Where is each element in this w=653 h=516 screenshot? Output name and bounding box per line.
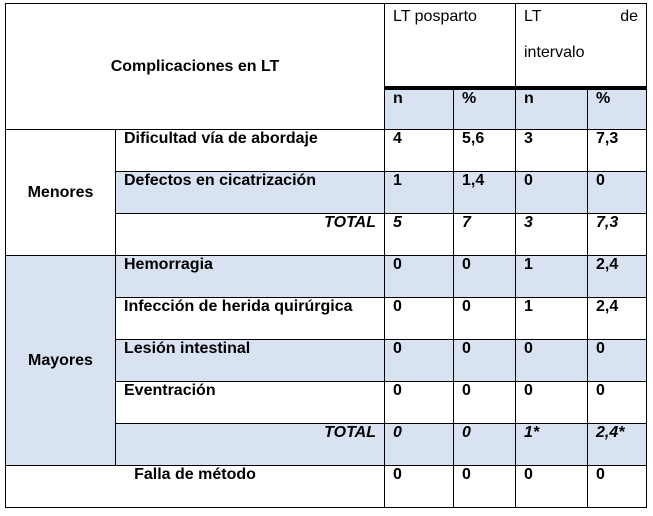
cell: 7,3 — [588, 130, 647, 172]
group-label-mayores: Mayores — [6, 256, 116, 466]
cell: 2,4 — [588, 256, 647, 298]
cell: 0 — [516, 340, 588, 382]
total-label: TOTAL — [116, 214, 385, 256]
subheader-pct1: % — [454, 88, 516, 130]
subheader-pct2: % — [588, 88, 647, 130]
row-label: Hemorragia — [116, 256, 385, 298]
cell: 0 — [588, 382, 647, 424]
cell: 0 — [385, 340, 454, 382]
cell: 3 — [516, 214, 588, 256]
cell: 0 — [588, 172, 647, 214]
row-label-falla: Falla de método — [6, 466, 385, 508]
cell: 0 — [385, 256, 454, 298]
row-label: Infección de herida quirúrgica — [116, 298, 385, 340]
cell: 1,4 — [454, 172, 516, 214]
cell: 0 — [516, 466, 588, 508]
cell: 0 — [454, 466, 516, 508]
cell: 1 — [385, 172, 454, 214]
cell: 0 — [385, 382, 454, 424]
cell: 0 — [588, 466, 647, 508]
cell: 2,4 — [588, 298, 647, 340]
cell: 0 — [454, 382, 516, 424]
complications-table — [5, 3, 647, 508]
table-row — [6, 130, 647, 172]
table-title: Complicaciones en LT — [6, 4, 385, 130]
table-row — [6, 466, 647, 508]
header-lt-intervalo: LT de intervalo — [516, 4, 647, 88]
total-label: TOTAL — [116, 424, 385, 466]
cell: 3 — [516, 130, 588, 172]
header-row — [6, 4, 647, 88]
row-label: Defectos en cicatrización — [116, 172, 385, 214]
cell: 0 — [588, 340, 647, 382]
cell: 5 — [385, 214, 454, 256]
cell: 0 — [454, 424, 516, 466]
header-lt-posparto: LT posparto — [385, 4, 516, 88]
row-label: Dificultad vía de abordaje — [116, 130, 385, 172]
row-label: Eventración — [116, 382, 385, 424]
cell: 2,4* — [588, 424, 647, 466]
cell: 4 — [385, 130, 454, 172]
cell: 0 — [385, 424, 454, 466]
row-label: Lesión intestinal — [116, 340, 385, 382]
cell: 0 — [516, 382, 588, 424]
table-row — [6, 256, 647, 298]
subheader-n1: n — [385, 88, 454, 130]
cell: 0 — [385, 298, 454, 340]
subheader-n2: n — [516, 88, 588, 130]
cell: 1 — [516, 256, 588, 298]
group-label-menores: Menores — [6, 130, 116, 256]
cell: 0 — [516, 172, 588, 214]
cell: 0 — [385, 466, 454, 508]
cell: 7,3 — [588, 214, 647, 256]
cell: 0 — [454, 298, 516, 340]
cell: 0 — [454, 340, 516, 382]
cell: 1 — [516, 298, 588, 340]
cell: 0 — [454, 256, 516, 298]
cell: 7 — [454, 214, 516, 256]
cell: 1* — [516, 424, 588, 466]
cell: 5,6 — [454, 130, 516, 172]
